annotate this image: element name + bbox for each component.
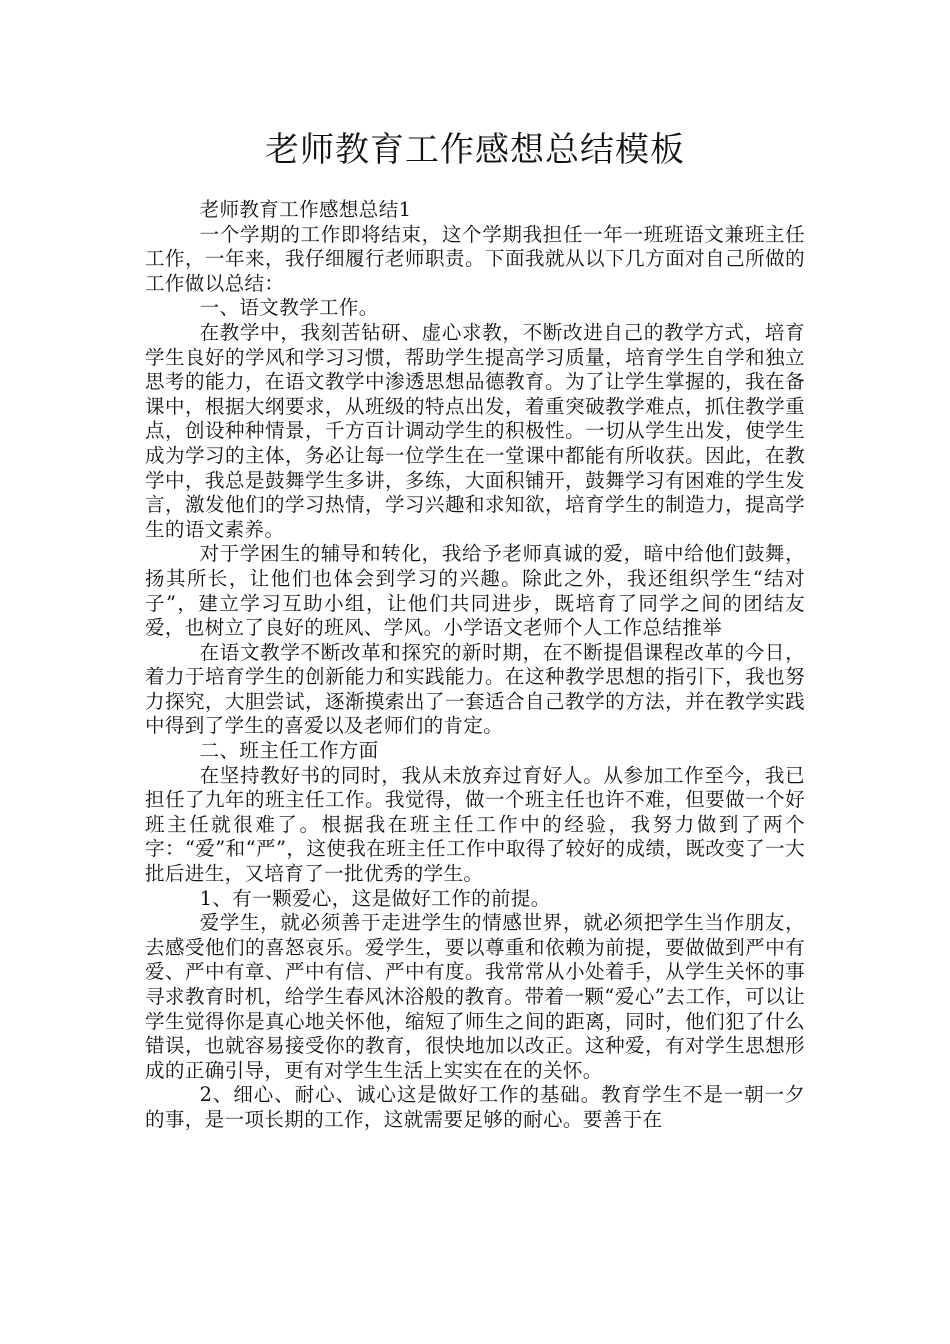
list-point: 1、有一颗爱心，这是做好工作的前提。	[199, 886, 551, 910]
paragraph: 在语文教学不断改革和探究的新时期，在不断提倡课程改革的今日，着力于培育学生的创新能力和实践能力。在这种教学思想的指引下，我也努力探究，大胆尝试，逐渐摸索出了一套适合自己教学的方法，并在教学实践中得到了学生的喜爱以及老师们的肯定。	[145, 640, 805, 738]
list-point: 2、细心、耐心、诚心这是做好工作的基础。教育学生不是一朝一夕的事，是一项长期的工作，这就需要足够的耐心。要善于在	[145, 1083, 805, 1131]
paragraph: 一个学期的工作即将结束，这个学期我担任一年一班班语文兼班主任工作，一年来，我仔细履行老师职责。下面我就从以下几方面对自己所做的工作做以总结：	[145, 222, 805, 295]
paragraph: 爱学生，就必须善于走进学生的情感世界，就必须把学生当作朋友，去感受他们的喜怒哀乐。爱学生，要以尊重和依赖为前提，要做做到严中有爱、严中有章、严中有信、严中有度。我常常从小处着手，从学生关怀的事寻求教育时机，给学生春风沐浴般的教育。带着一颗“爱心”去工作，可以让学生觉得你是真心地关怀他，缩短了师生之间的距离，同时，他们犯了什么错误，也就容易接受你的教育，很快地加以改正。这种爱，有对学生思想形成的正确引导，更有对学生生活上实实在在的关怀。	[145, 911, 805, 1082]
paragraph: 对于学困生的辅导和转化，我给予老师真诚的爱，暗中给他们鼓舞，扬其所长，让他们也体会到学习的兴趣。除此之外，我还组织学生“结对子”，建立学习互助小组，让他们共同进步，既培育了同学之间的团结友爱，也树立了良好的班风、学风。小学语文老师个人工作总结推举	[145, 542, 805, 640]
document-body	[145, 198, 805, 1133]
section-heading: 老师教育工作感想总结1	[199, 198, 412, 221]
paragraph: 在教学中，我刻苦钻研、虚心求教，不断改进自己的教学方式，培育学生良好的学风和学习习惯，帮助学生提高学习质量，培育学生自学和独立思考的能力，在语文教学中渗透思想品德教育。为了让学生掌握的，我在备课中，根据大纲要求，从班级的特点出发，着重突破教学难点，抓住教学重点，创设种种情景，千方百计调动学生的积极性。一切从学生出发，使学生成为学习的主体，务必让每一位学生在一堂课中都能有所收获。因此，在教学中，我总是鼓舞学生多讲，多练，大面积铺开，鼓舞学习有困难的学生发言，激发他们的学习热情，学习兴趣和求知欲，培育学生的制造力，提高学生的语文素养。	[145, 320, 805, 541]
paragraph: 在坚持教好书的同时，我从未放弃过育好人。从参加工作至今，我已担任了九年的班主任工作。我觉得，做一个班主任也许不难，但要做一个好班主任就很难了。根据我在班主任工作中的经验，我努力做到了两个字：“爱”和“严”，这使我在班主任工作中取得了较好的成绩，既改变了一大批后进生，又培育了一批优秀的学生。	[145, 763, 805, 886]
subsection-heading: 一、语文教学工作。	[199, 296, 379, 320]
document-title: 老师教育工作感想总结模板	[265, 130, 685, 170]
subsection-heading: 二、班主任工作方面	[199, 739, 379, 763]
